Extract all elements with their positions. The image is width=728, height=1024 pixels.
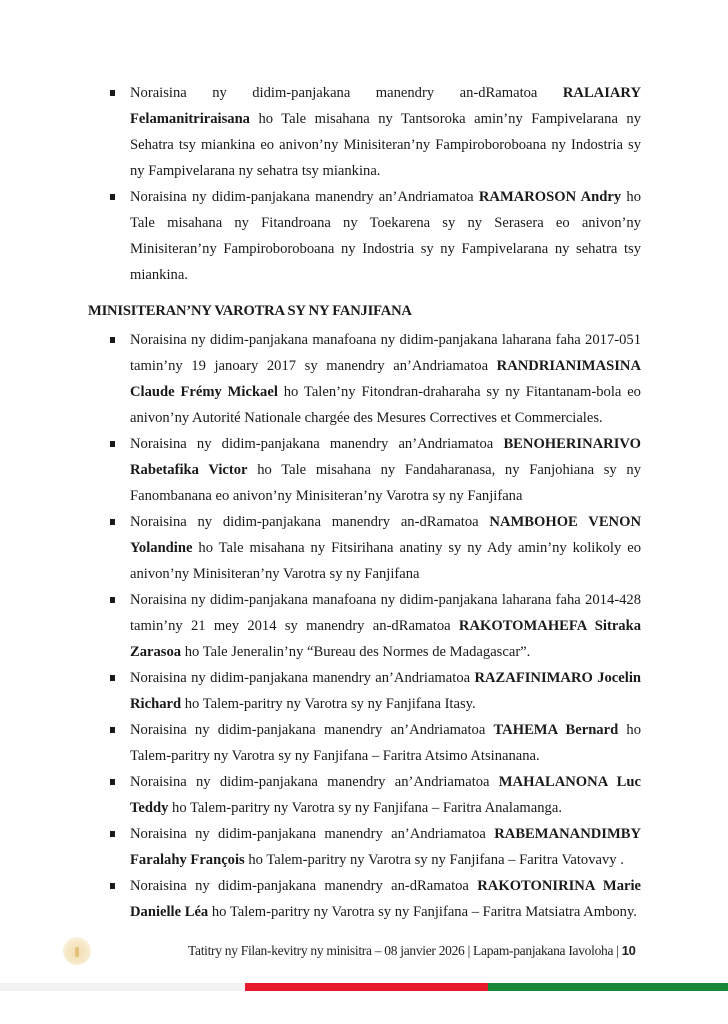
list-item: Noraisina ny didim-panjakana manendry an-dRamatoa RALAIARY Felamanitriraisana ho Tale misahana ny Tantsoroka amin’ny Fampivelarana ny Sehatra tsy miankina eo anivon’ny Minisiteran’ny Fampiroboroboana ny Indostria sy ny Fampivelarana ny sehatra tsy miankina. (88, 80, 641, 184)
footer-caption: Tatitry ny Filan-kevitry ny minisitra – 08 janvier 2026 | Lapam-panjakana Iavoloha | (188, 943, 622, 958)
list-item: Noraisina ny didim-panjakana manendry an’Andriamatoa MAHALANONA Luc Teddy ho Talem-paritry ny Varotra sy ny Fanjifana – Faritra Analamanga. (88, 769, 641, 821)
presidency-seal-icon (63, 937, 91, 965)
square-bullet-icon (110, 441, 115, 447)
list-item: Noraisina ny didim-panjakana manendry an’Andriamatoa TAHEMA Bernard ho Talem-paritry ny Varotra sy ny Fanjifana – Faritra Atsimo Atsinanana. (88, 717, 641, 769)
square-bullet-icon (110, 90, 115, 96)
square-bullet-icon (110, 194, 115, 200)
appointee-name: RAKOTONIRINA Marie Danielle Léa (130, 878, 641, 920)
section-two-list (88, 327, 641, 925)
appointee-name: RAKOTOMAHEFA Sitraka Zarasoa (130, 618, 642, 660)
list-item: Noraisina ny didim-panjakana manendry an-dRamatoa RAKOTONIRINA Marie Danielle Léa ho Talem-paritry ny Varotra sy ny Fanjifana – Faritra Matsiatra Ambony. (88, 873, 641, 925)
appointee-name: RAZAFINIMARO Jocelin Richard (130, 670, 641, 712)
list-item: Noraisina ny didim-panjakana manendry an’Andriamatoa BENOHERINARIVO Rabetafika Victor ho Tale misahana ny Fandaharanasa, ny Fanjohiana sy ny Fanombanana eo anivon’ny Minisiteran’ny Varotra sy ny Fanjifana (88, 431, 641, 509)
square-bullet-icon (110, 675, 115, 681)
page-content (88, 80, 641, 925)
appointee-name: RANDRIANIMASINA Claude Frémy Mickael (130, 358, 641, 400)
footer-band-red (245, 983, 488, 991)
list-item: Noraisina ny didim-panjakana manafoana ny didim-panjakana laharana faha 2017-051 tamin’ny 19 janoary 2017 sy manendry an’Andriamatoa RANDRIANIMASINA Claude Frémy Mickael ho Talen’ny Fitondran-draharaha sy ny Fitantanam-bola eo anivon’ny Autorité Nationale chargée des Mesures Correctives et Commerciales. (88, 327, 641, 431)
page-number: 10 (621, 943, 636, 958)
appointee-name: RAMAROSON Andry (478, 189, 622, 205)
appointee-name: TAHEMA Bernard (493, 722, 619, 738)
appointee-name: BENOHERINARIVO Rabetafika Victor (130, 436, 641, 478)
square-bullet-icon (110, 337, 115, 343)
list-item: Noraisina ny didim-panjakana manendry an’Andriamatoa RAZAFINIMARO Jocelin Richard ho Talem-paritry ny Varotra sy ny Fanjifana Itasy. (88, 665, 641, 717)
square-bullet-icon (110, 779, 115, 785)
appointee-name: MAHALANONA Luc Teddy (130, 774, 641, 816)
section-one-list (88, 80, 641, 288)
square-bullet-icon (110, 597, 115, 603)
list-item: Noraisina ny didim-panjakana manendry an’Andriamatoa RAMAROSON Andry ho Tale misahana ny Fitandroana ny Toekarena sy ny Serasera eo anivon’ny Minisiteran’ny Fampiroboroboana ny Indostria sy ny Fampivelarana ny sehatra tsy miankina. (88, 184, 641, 288)
appointee-name: RALAIARY Felamanitriraisana (130, 85, 641, 127)
list-item: Noraisina ny didim-panjakana manendry an-dRamatoa NAMBOHOE VENON Yolandine ho Tale misahana ny Fitsirihana anatiny sy ny Ady amin’ny kolikoly eo anivon’ny Minisiteran’ny Varotra sy ny Fanjifana (88, 509, 641, 587)
square-bullet-icon (110, 727, 115, 733)
appointee-name: RABEMANANDIMBY Faralahy François (130, 826, 641, 868)
appointee-name: NAMBOHOE VENON Yolandine (130, 514, 641, 556)
list-item: Noraisina ny didim-panjakana manendry an’Andriamatoa RABEMANANDIMBY Faralahy François ho Talem-paritry ny Varotra sy ny Fanjifana – Faritra Vatovavy . (88, 821, 641, 873)
section-heading: MINISITERAN’NY VAROTRA SY NY FANJIFANA (88, 303, 412, 319)
footer-band-white (0, 983, 245, 991)
square-bullet-icon (110, 883, 115, 889)
square-bullet-icon (110, 831, 115, 837)
list-item: Noraisina ny didim-panjakana manafoana ny didim-panjakana laharana faha 2014-428 tamin’ny 21 mey 2014 sy manendry an-dRamatoa RAKOTOMAHEFA Sitraka Zarasoa ho Tale Jeneralin’ny “Bureau des Normes de Madagascar”. (88, 587, 641, 665)
page-footer (188, 943, 636, 959)
footer-band-green (488, 983, 728, 991)
square-bullet-icon (110, 519, 115, 525)
